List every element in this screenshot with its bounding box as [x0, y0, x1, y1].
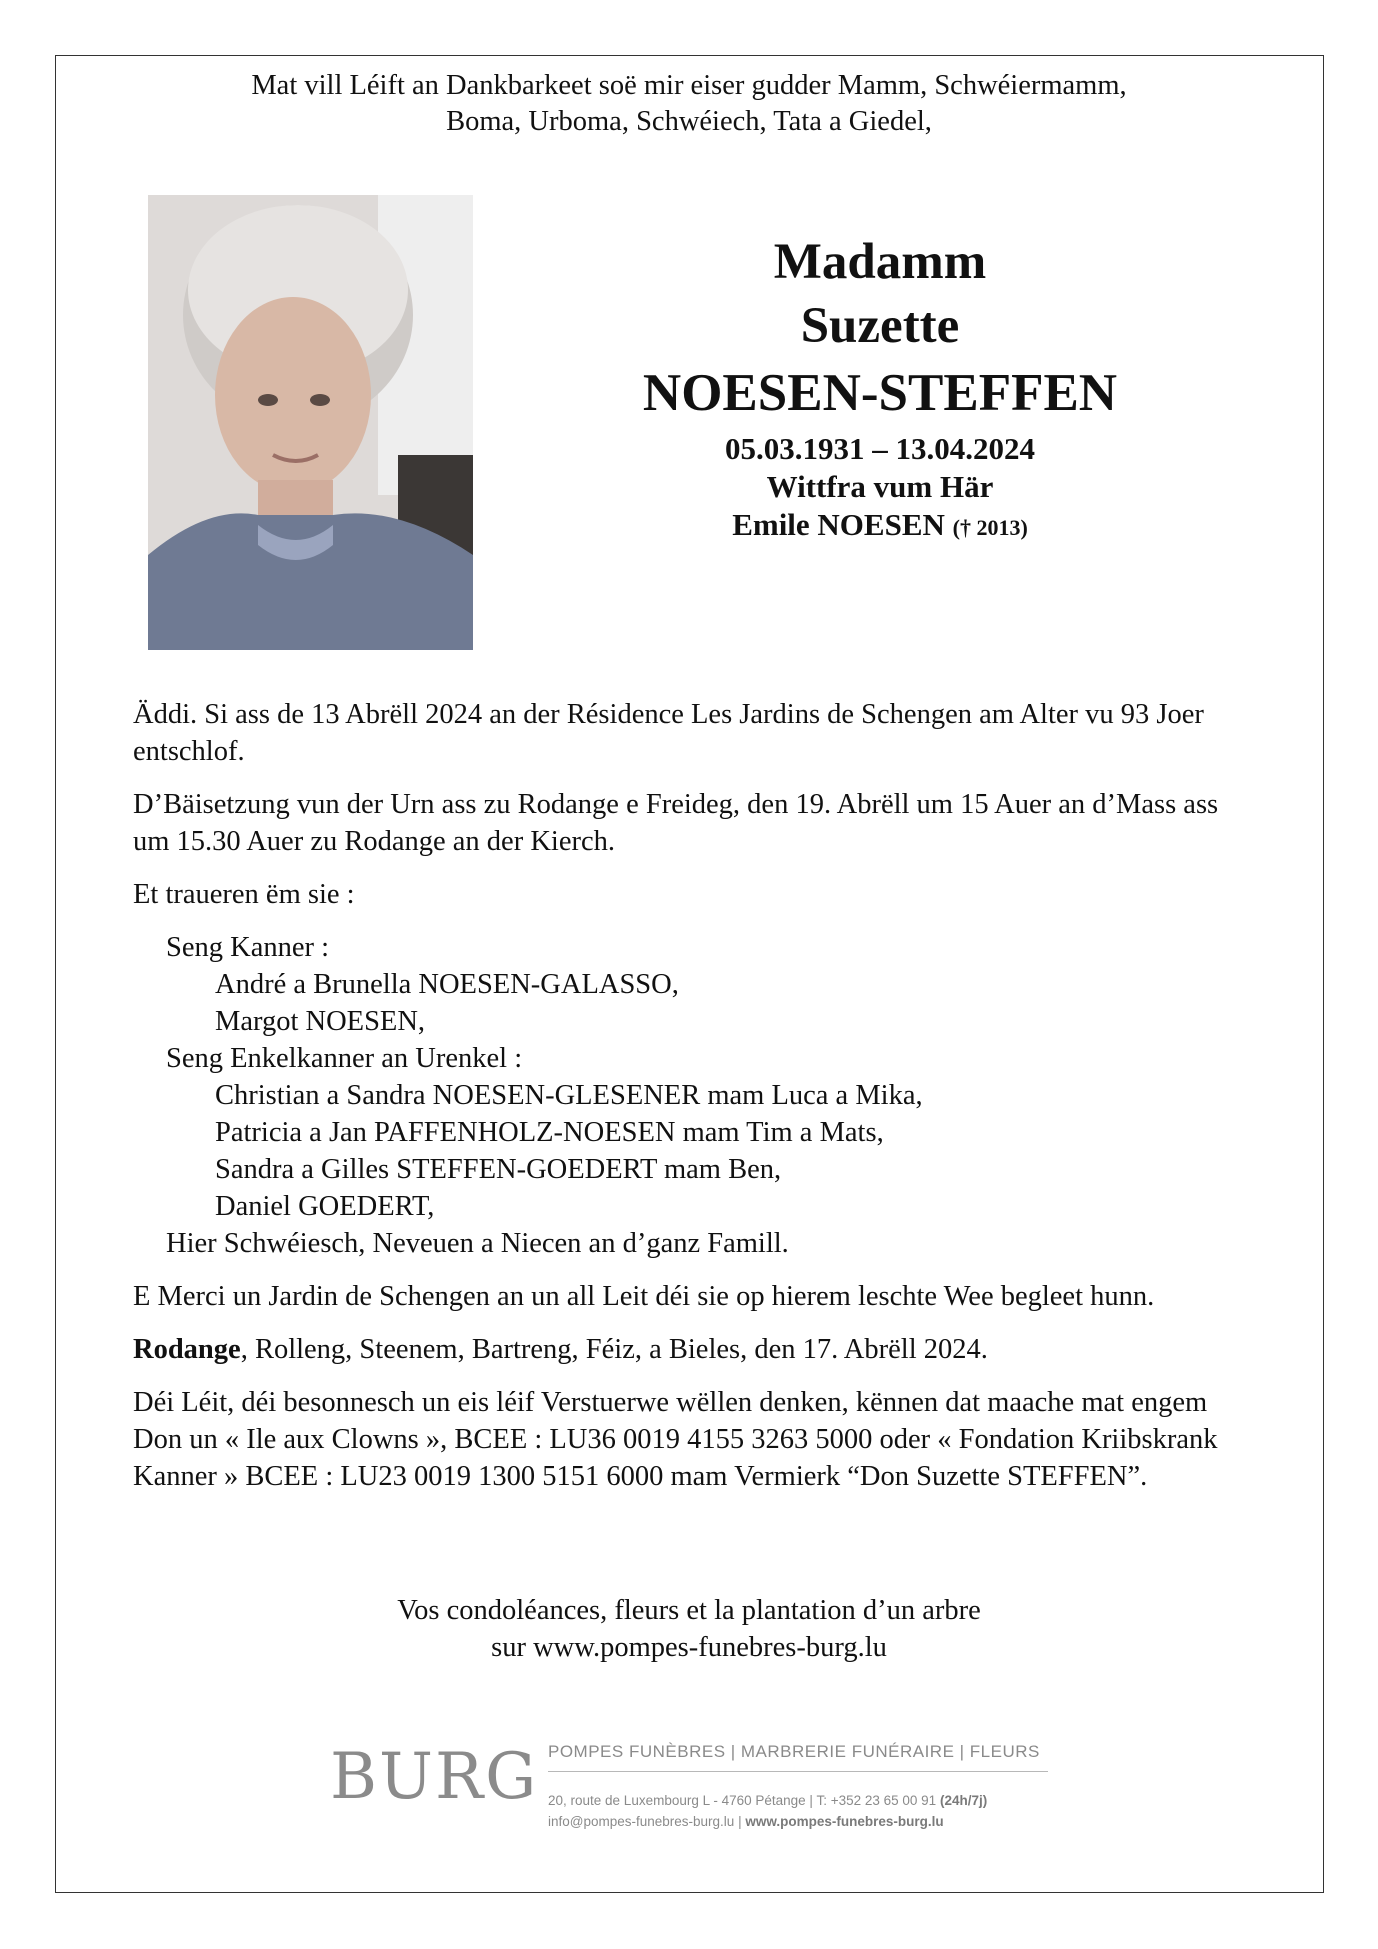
footer-info	[548, 1742, 1048, 1832]
life-dates: 05.03.1931 – 13.04.2024	[725, 431, 1035, 466]
grandchild-item: Christian a Sandra NOESEN-GLESENER mam Luca a Mika,	[215, 1080, 923, 1111]
footer-phone-note: (24h/7j)	[939, 1793, 988, 1808]
child-item: Margot NOESEN,	[215, 1006, 426, 1037]
burg-logo	[330, 1740, 539, 1830]
footer-contact-line: info@pompes-funebres-burg.lu | www.pompes-funebres-burg.lu	[548, 1814, 944, 1829]
mourners-list	[133, 929, 1245, 1262]
place-rest: , Rolleng, Steenem, Bartreng, Féiz, a Bieles, den 17. Abrëll 2024.	[240, 1334, 988, 1365]
closing-line-1: Vos condoléances, fleurs et la plantation d’un arbre	[397, 1595, 981, 1626]
closing-line-2[interactable]: sur www.pompes-funebres-burg.lu	[491, 1632, 887, 1663]
grandchildren-label: Seng Enkelkanner an Urenkel :	[166, 1043, 523, 1074]
portrait-illustration	[148, 195, 473, 650]
grandchild-item: Patricia a Jan PAFFENHOLZ-NOESEN mam Tim a Mats,	[215, 1117, 884, 1148]
child-item: André a Brunella NOESEN-GALASSO,	[215, 969, 679, 1000]
place-bold: Rodange	[133, 1334, 241, 1365]
paragraph-mourners-intro: Et traueren ëm sie :	[133, 879, 355, 910]
paragraph-thanks: E Merci un Jardin de Schengen an un all Leit déi sie op hierem leschte Wee begleet hunn.	[133, 1281, 1155, 1312]
children-label: Seng Kanner :	[166, 932, 330, 963]
intro-line-2: Boma, Urboma, Schwéiech, Tata a Giedel,	[446, 106, 932, 137]
closing-text	[133, 1592, 1245, 1666]
widow-of: Wittfra vum Här	[766, 469, 994, 504]
footer-address-block	[548, 1790, 1048, 1832]
intro-text	[100, 68, 1278, 140]
husband-name: Emile NOESEN	[732, 507, 945, 542]
footer-address-line	[548, 1790, 1048, 1811]
paragraph-donation: Déi Léit, déi besonnesch un eis léif Verstuerwe wëllen denken, kënnen dat maache mat engem Don un « Ile aux Clowns », BCEE : LU36 0019 4155 3263 5000 oder « Fondation Kriibskrank Kanner » BCEE : LU23 0019 1300 5151 6000 mam Vermierk “Don Suzette STEFFEN”.	[133, 1387, 1218, 1492]
portrait-photo	[148, 195, 473, 650]
first-name: Suzette	[800, 298, 960, 354]
intro-line-1: Mat vill Léift an Dankbarkeet soë mir eiser gudder Mamm, Schwéiermamm,	[251, 70, 1127, 101]
grandchild-item: Daniel GOEDERT,	[215, 1191, 435, 1222]
logo-text: BURG	[330, 1740, 539, 1814]
surname: NOESEN-STEFFEN	[642, 364, 1118, 422]
grandchild-item: Sandra a Gilles STEFFEN-GOEDERT mam Ben,	[215, 1154, 782, 1185]
footer-address: 20, route de Luxembourg L - 4760 Pétange | T: +352 23 65 00 91	[548, 1793, 937, 1808]
footer-email[interactable]: info@pompes-funebres-burg.lu	[548, 1814, 735, 1829]
paragraph-funeral: D’Bäisetzung vun der Urn ass zu Rodange e Freideg, den 19. Abrëll um 15 Auer an d’Mass ass um 15.30 Auer zu Rodange an der Kierch.	[133, 789, 1219, 857]
salutation: Madamm	[773, 234, 987, 290]
paragraph-place-date	[133, 1331, 1245, 1368]
husband-death: († 2013)	[952, 515, 1028, 540]
footer-services: POMPES FUNÈBRES | MARBRERIE FUNÉRAIRE | FLEURS	[548, 1742, 1048, 1772]
paragraph-passing: Äddi. Si ass de 13 Abrëll 2024 an der Résidence Les Jardins de Schengen am Alter vu 93 Joer entschlof.	[133, 699, 1204, 767]
footer-website[interactable]: www.pompes-funebres-burg.lu	[745, 1814, 944, 1829]
husband-line	[560, 506, 1200, 547]
other-relatives: Hier Schwéiesch, Neveuen a Niecen an d’ganz Famill.	[166, 1228, 789, 1259]
notice-body	[133, 696, 1245, 1511]
deceased-name-block	[560, 230, 1200, 547]
